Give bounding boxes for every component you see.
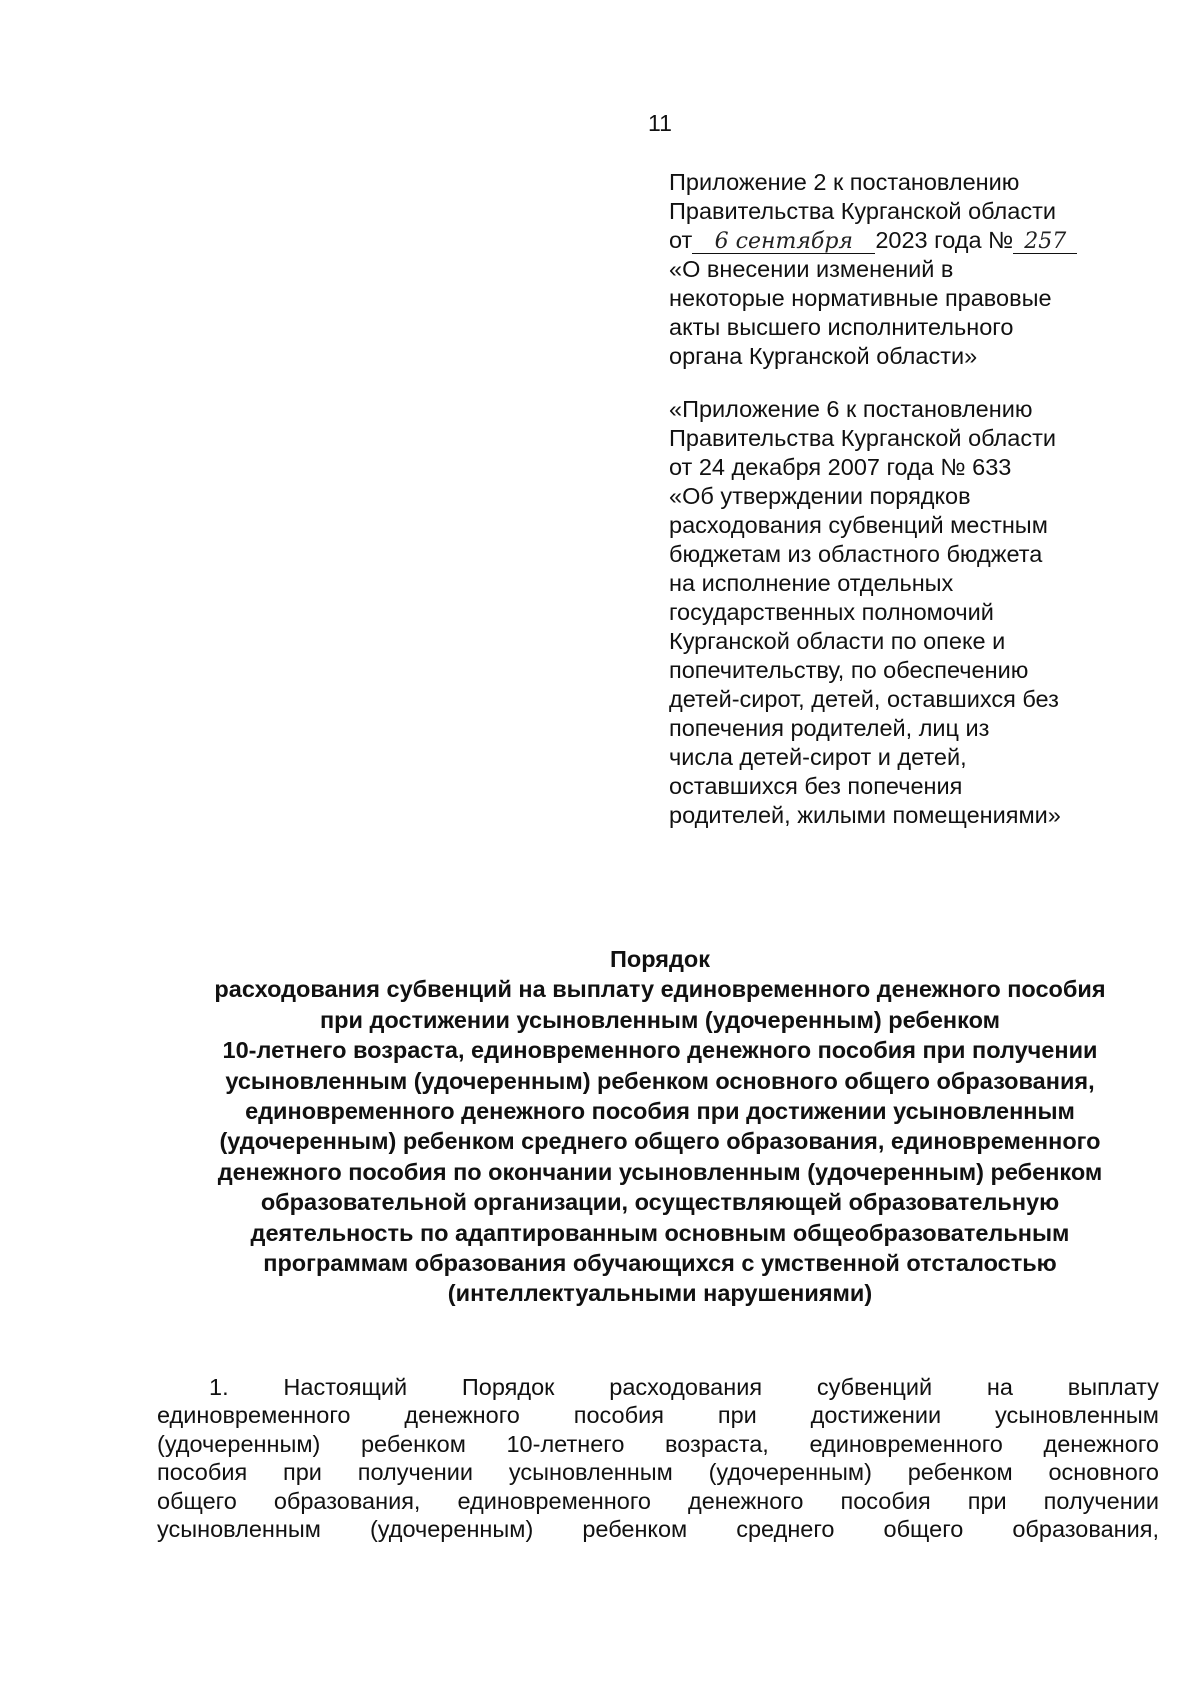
word: образования, (1012, 1516, 1159, 1543)
title-line: единовременного денежного пособия при достижении усыновленным (245, 1098, 1075, 1125)
title-line: программам образования обучающихся с умственной отсталостью (263, 1250, 1057, 1277)
appendix-6-line: на исполнение отдельных (669, 570, 954, 596)
handwritten-number: 257 (1013, 231, 1077, 254)
appendix-6-line: государственных полномочий (669, 599, 994, 625)
word: возраста, (665, 1430, 769, 1457)
appendix-line: органа Курганской области» (669, 343, 978, 369)
appendix-line: Приложение 2 к постановлению (669, 169, 1020, 195)
handwritten-date: 6 сентября (692, 231, 875, 254)
appendix-line: «О внесении изменений в (669, 256, 954, 282)
word: единовременного (157, 1402, 351, 1429)
paragraph-line (157, 1487, 1159, 1515)
word: ребенком (582, 1516, 688, 1543)
word: денежного (687, 1487, 804, 1514)
title-line: денежного пособия по окончании усыновленным (удочеренным) ребенком (217, 1158, 1103, 1185)
word: выплату (1067, 1374, 1159, 1400)
word: общего (883, 1516, 964, 1543)
title-heading: Порядок (609, 946, 711, 972)
appendix-6-line: от 24 декабря 2007 года № 633 (669, 454, 1012, 480)
word: 10-летнего (506, 1430, 625, 1457)
appendix-line: некоторые нормативные правовые (669, 285, 1052, 311)
word: усыновленным (157, 1516, 321, 1543)
word: (удочеренным) (708, 1459, 872, 1486)
title-line: образовательной организации, осуществляющей образовательную (260, 1189, 1060, 1216)
title-line: (удочеренным) ребенком среднего общего образования, единовременного (219, 1128, 1101, 1155)
paragraph-line (157, 1373, 1159, 1401)
word: пособия (157, 1459, 248, 1486)
paragraph-line (157, 1401, 1159, 1429)
word: (удочеренным) (369, 1516, 534, 1543)
appendix-6-line: попечения родителей, лиц из (669, 715, 990, 741)
word: при (283, 1459, 322, 1486)
appendix-line: Правительства Курганской области (669, 198, 1056, 224)
appendix-6-line: Правительства Курганской области (669, 425, 1056, 451)
title-line: при достижении усыновленным (удочеренным) ребенком (319, 1006, 1001, 1033)
title-line: деятельность по адаптированным основным общеобразовательным (250, 1219, 1070, 1246)
appendix-6-line: родителей, жилыми помещениями» (669, 802, 1061, 828)
appendix-6-line: «Приложение 6 к постановлению (669, 396, 1033, 422)
word: Настоящий (283, 1374, 408, 1400)
word: при (967, 1487, 1007, 1514)
word: получении (357, 1459, 474, 1486)
word: единовременного (809, 1430, 1003, 1457)
page-number: 11 (648, 110, 672, 136)
appendix-6-line: Курганской области по опеке и (669, 628, 1006, 654)
word: расходования (609, 1374, 763, 1400)
word: ребенком (360, 1430, 466, 1457)
word: денежного (404, 1402, 520, 1429)
word: пособия (573, 1402, 664, 1429)
word: ребенком (907, 1459, 1013, 1486)
word: пособия (840, 1487, 931, 1514)
title-line: 10-летнего возраста, единовременного денежного пособия при получении (222, 1037, 1098, 1064)
appendix-6-line: попечительству, по обеспечению (669, 657, 1029, 683)
word: усыновленным (995, 1402, 1159, 1429)
appendix-date-line (669, 226, 1109, 255)
spacer (669, 371, 1109, 395)
appendix-line: акты высшего исполнительного (669, 314, 1014, 340)
word: при (717, 1402, 757, 1429)
word: среднего (736, 1516, 835, 1543)
word: усыновленным (508, 1459, 673, 1486)
word: субвенций (816, 1374, 933, 1400)
appendix-header (669, 168, 1109, 830)
word: общего (157, 1487, 237, 1514)
title-line: (интеллектуальными нарушениями) (447, 1280, 873, 1307)
word: образования, (273, 1487, 421, 1514)
word: (удочеренным) (157, 1430, 321, 1457)
paragraph-1 (157, 1373, 1159, 1543)
word: единовременного (457, 1487, 651, 1514)
title-line: усыновленным (удочеренным) ребенком основного общего образования, (225, 1067, 1095, 1094)
word: на (986, 1374, 1013, 1400)
appendix-6-line: «Об утверждении порядков (669, 483, 971, 509)
word: 1. (209, 1374, 229, 1400)
appendix-6-line: числа детей-сирот и детей, (669, 744, 967, 770)
paragraph-line (157, 1458, 1159, 1486)
word: основного (1048, 1459, 1159, 1486)
appendix-6-line: бюджетам из областного бюджета (669, 541, 1043, 567)
word: денежного (1043, 1430, 1159, 1457)
appendix-6-line: расходования субвенций местным (669, 512, 1048, 538)
title-line: расходования субвенций на выплату единовременного денежного пособия (214, 976, 1106, 1003)
word: Порядок (461, 1374, 555, 1400)
date-mid: 2023 года № (875, 227, 1014, 253)
appendix-6-line: оставшихся без попечения (669, 773, 963, 799)
word: достижении (810, 1402, 942, 1429)
date-prefix: от (669, 227, 693, 253)
appendix-6-line: детей-сирот, детей, оставшихся без (669, 686, 1059, 712)
paragraph-line (157, 1515, 1159, 1543)
paragraph-line (157, 1430, 1159, 1458)
document-title (140, 944, 1180, 1309)
word: получении (1043, 1487, 1159, 1514)
appendix-6-reference (669, 395, 1109, 830)
